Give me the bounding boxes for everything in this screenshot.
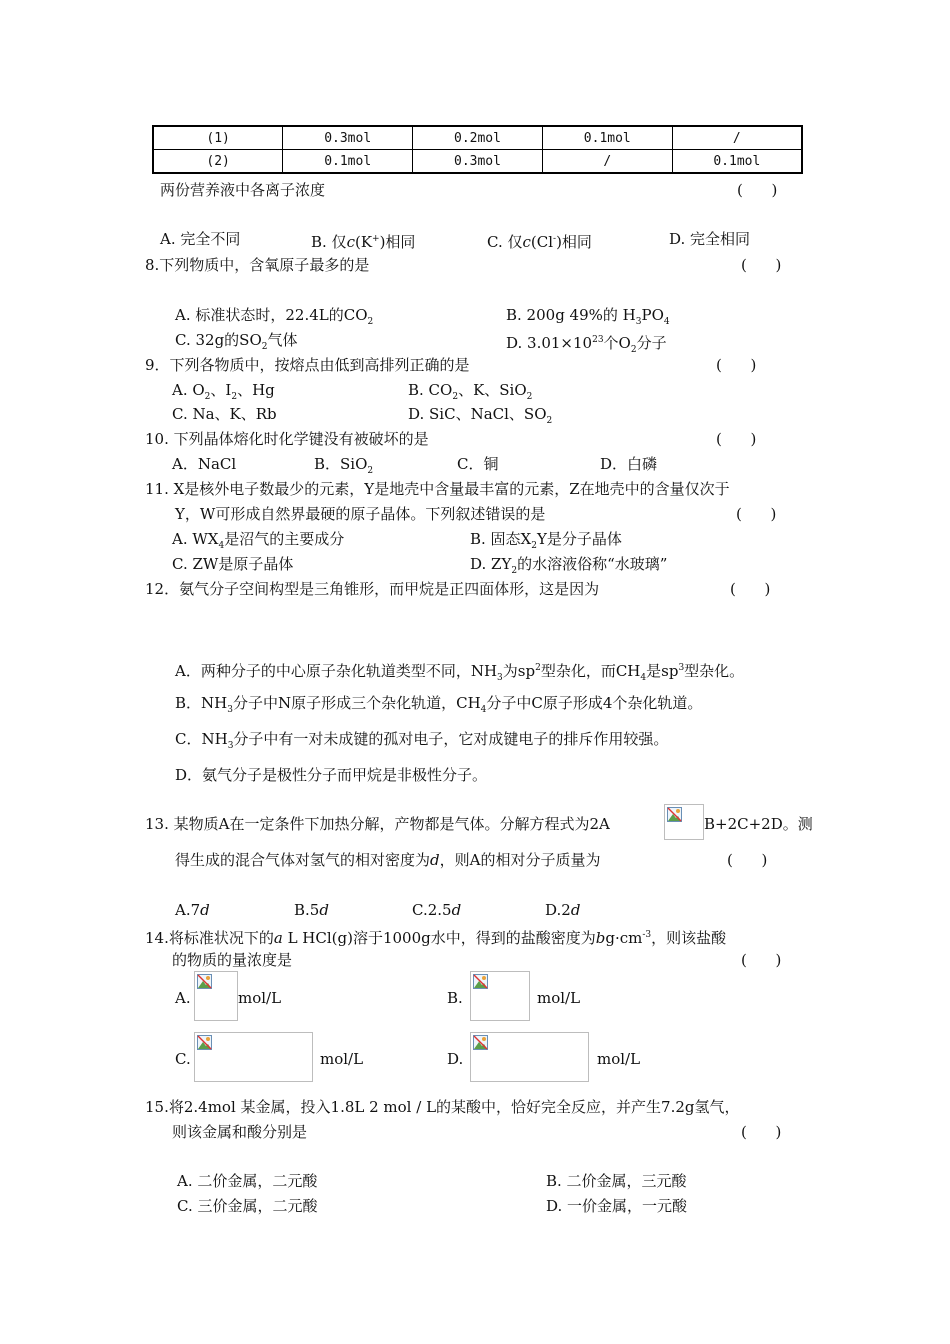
table-cell: / <box>542 150 672 174</box>
q7-stem: 两份营养液中各离子浓度 <box>160 181 326 199</box>
table-cell: 0.3mol <box>283 126 413 150</box>
q9-option-d: D. SiC、NaCl、$SO_2$ <box>408 405 553 426</box>
q11-option-d: D. $ZY_2$的水溶液俗称“水玻璃” <box>470 555 668 576</box>
q8-option-c: C. 32g的$SO_2$气体 <box>175 331 298 352</box>
table-cell: (1) <box>153 126 283 150</box>
broken-image-arrow <box>664 804 704 840</box>
q13-option-d: D.2d <box>545 901 581 919</box>
image-placeholder-icon <box>197 974 212 989</box>
q15-option-d: D. 一价金属，一元酸 <box>546 1197 688 1215</box>
q12-stem: 12．氨气分子空间构型是三角锥形，而甲烷是正四面体形，这是因为 <box>145 580 600 598</box>
image-placeholder-icon <box>197 1035 212 1050</box>
q15-stem-line1: 15.将2.4mol 某金属，投入1.8L 2 mol / L的某酸中，恰好完全反应，并产生7.2g氢气， <box>145 1098 740 1116</box>
q14-option-c-formula-image <box>194 1032 313 1082</box>
q14-option-b-label: B. <box>447 989 463 1007</box>
q14-option-d-label: D. <box>447 1050 464 1068</box>
q14-option-d-unit: mol/L <box>597 1050 641 1068</box>
q8-stem: 8.下列物质中，含氧原子最多的是 <box>145 256 370 274</box>
q7-answer-blank: ( ) <box>737 181 778 199</box>
q14-option-c-label: C. <box>175 1050 191 1068</box>
image-placeholder-icon <box>667 807 682 822</box>
q10-option-d: D．白磷 <box>600 455 658 473</box>
q12-option-b: B．$NH_3$分子中N原子形成三个杂化轨道，$CH_4$分子中C原子形成4个杂化轨道。 <box>175 694 703 715</box>
q13-option-c: C.2.5d <box>412 901 462 919</box>
q11-option-a: A. $WX_4$是沼气的主要成分 <box>172 530 345 551</box>
q10-option-a: A．NaCl <box>172 455 237 473</box>
q9-stem: 9．下列各物质中，按熔点由低到高排列正确的是 <box>145 356 470 374</box>
q10-answer-blank: ( ) <box>716 430 757 448</box>
q14-stem-line2: 的物质的量浓度是 <box>172 951 293 969</box>
table-row <box>153 126 802 150</box>
q10-stem: 10. 下列晶体熔化时化学键没有被破坏的是 <box>145 430 429 448</box>
q9-option-a: A. $O_2$、$I_2$、Hg <box>172 381 275 402</box>
q12-option-d: D．氨气分子是极性分子而甲烷是非极性分子。 <box>175 766 488 784</box>
table-cell: 0.1mol <box>542 126 672 150</box>
image-placeholder-icon <box>473 974 488 989</box>
q12-option-a: A．两种分子的中心原子杂化轨道类型不同，$NH_3$为$sp^2$型杂化，而$CH_4$是$sp^3$型杂化。 <box>175 662 745 683</box>
q14-option-a-formula-image <box>194 971 238 1021</box>
q14-option-c-unit: mol/L <box>320 1050 364 1068</box>
q13-stem-line1-post: B+2C+2D。测 <box>704 815 813 833</box>
ion-table <box>152 125 803 174</box>
q15-answer-blank: ( ) <box>741 1123 782 1141</box>
table-cell: 0.1mol <box>283 150 413 174</box>
q14-stem-line1: 14.将标准状况下的a L HCl(g)溶于1000g水中，得到的盐酸密度为$bg\cdot cm^{-3}$，则该盐酸 <box>145 929 727 947</box>
q9-answer-blank: ( ) <box>716 356 757 374</box>
q14-option-a-label: A. <box>175 989 191 1007</box>
q13-stem-line2: 得生成的混合气体对氢气的相对密度为d，则A的相对分子质量为 <box>175 851 601 869</box>
q9-option-b: B. $CO_2$、K、SiO$_2$ <box>408 381 533 402</box>
q12-option-c: C．$NH_3$分子中有一对未成键的孤对电子，它对成键电子的排斥作用较强。 <box>175 730 669 751</box>
q13-option-a: A.7d <box>175 901 210 919</box>
q8-option-b: B. 200g 49%的 $H_3PO_4$ <box>506 306 670 327</box>
q13-stem-line1-pre: 13. 某物质A在一定条件下加热分解，产物都是气体。分解方程式为2A <box>145 815 610 833</box>
q11-stem-line1: 11. X是核外电子数最少的元素，Y是地壳中含量最丰富的元素，Z在地壳中的含量仅次于 <box>145 480 730 498</box>
q7-option-b: B. 仅c(K+)相同 <box>311 233 416 251</box>
q10-option-c: C．铜 <box>457 455 499 473</box>
q14-option-a-unit: mol/L <box>238 989 282 1007</box>
q14-option-d-formula-image <box>470 1032 589 1082</box>
q15-option-b: B. 二价金属，三元酸 <box>546 1172 687 1190</box>
q7-option-d: D. 完全相同 <box>669 230 751 248</box>
table-cell: (2) <box>153 150 283 174</box>
q8-option-d: D. $3.01\times 10^{23}$个$O_2$分子 <box>506 334 667 355</box>
q11-stem-line2: Y，W可形成自然界最硬的原子晶体。下列叙述错误的是 <box>175 505 546 523</box>
q13-answer-blank: ( ) <box>727 851 768 869</box>
q7-option-a: A. 完全不同 <box>160 230 241 248</box>
q11-option-c: C. ZW是原子晶体 <box>172 555 294 573</box>
q11-option-b: B. 固态$X_2Y$是分子晶体 <box>470 530 622 551</box>
q15-option-a: A. 二价金属，二元酸 <box>177 1172 318 1190</box>
table-cell: 0.1mol <box>672 150 802 174</box>
q13-option-b: B.5d <box>294 901 329 919</box>
q14-answer-blank: ( ) <box>741 951 782 969</box>
q10-option-b: B．SiO$_2$ <box>314 455 374 476</box>
q9-option-c: C. Na、K、Rb <box>172 405 277 423</box>
q15-option-c: C. 三价金属，二元酸 <box>177 1197 318 1215</box>
table-cell: 0.3mol <box>413 150 543 174</box>
q15-stem-line2: 则该金属和酸分别是 <box>172 1123 308 1141</box>
q7-option-c: C. 仅c(Cl-)相同 <box>487 233 592 251</box>
table-cell: / <box>672 126 802 150</box>
table-cell: 0.2mol <box>413 126 543 150</box>
q8-answer-blank: ( ) <box>741 256 782 274</box>
table-row <box>153 150 802 174</box>
q8-option-a: A. 标准状态时，22.4L的$CO_2$ <box>175 306 374 327</box>
image-placeholder-icon <box>473 1035 488 1050</box>
q14-option-b-formula-image <box>470 971 530 1021</box>
q11-answer-blank: ( ) <box>736 505 777 523</box>
q12-answer-blank: ( ) <box>730 580 771 598</box>
q14-option-b-unit: mol/L <box>537 989 581 1007</box>
